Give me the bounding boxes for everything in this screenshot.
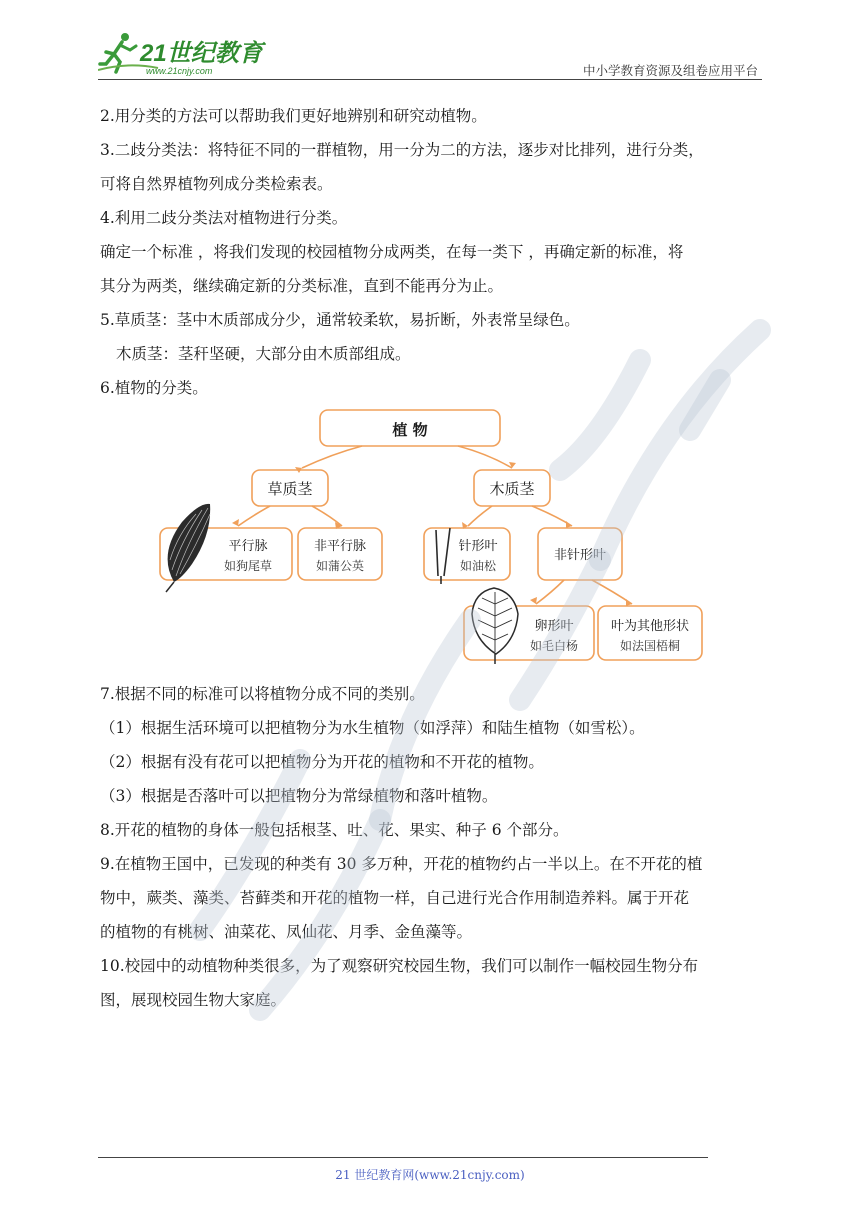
paragraph: （3）根据是否落叶可以把植物分为常绿植物和落叶植物。 bbox=[100, 787, 498, 805]
paragraph: 图，展现校园生物大家庭。 bbox=[100, 991, 287, 1009]
ovate-example: 如毛白杨 bbox=[529, 639, 579, 653]
other-example: 如法国梧桐 bbox=[619, 639, 681, 653]
paragraph: 5.草质茎：茎中木质部成分少，通常较柔软，易折断，外表常呈绿色。 bbox=[100, 311, 580, 329]
paragraph: 木质茎：茎秆坚硬，大部分由木质部组成。 bbox=[116, 345, 411, 363]
parallel-label: 平行脉 bbox=[228, 539, 268, 554]
header-divider bbox=[98, 79, 762, 80]
logo-url-text: www.21cnjy.com bbox=[146, 66, 213, 76]
other-label: 叶为其他形状 bbox=[610, 619, 690, 634]
paragraph: 6.植物的分类。 bbox=[100, 379, 208, 397]
nonparallel-example: 如蒲公英 bbox=[315, 559, 365, 573]
site-logo bbox=[98, 28, 268, 78]
paragraph: 7.根据不同的标准可以将植物分成不同的类别。 bbox=[100, 685, 425, 703]
paragraph: （1）根据生活环境可以把植物分为水生植物（如浮萍）和陆生植物（如雪松）。 bbox=[100, 719, 645, 737]
paragraph: 4.利用二歧分类法对植物进行分类。 bbox=[100, 209, 348, 227]
paragraph: 3.二歧分类法：将特征不同的一群植物，用一分为二的方法，逐步对比排列，进行分类， bbox=[100, 141, 704, 159]
needle-label: 针形叶 bbox=[458, 539, 498, 554]
paragraph: 其分为两类，继续确定新的分类标准，直到不能再分为止。 bbox=[100, 277, 504, 295]
logo-text: 21世纪教育 bbox=[140, 40, 263, 67]
nonparallel-label: 非平行脉 bbox=[313, 539, 367, 554]
page-header bbox=[98, 28, 762, 80]
paragraph: 的植物的有桃树、油菜花、凤仙花、月季、金鱼藻等。 bbox=[100, 923, 473, 941]
plant-classification-diagram bbox=[152, 404, 708, 666]
document-body bbox=[100, 99, 764, 405]
paragraph: 2.用分类的方法可以帮助我们更好地辨别和研究动植物。 bbox=[100, 107, 487, 125]
parallel-example: 如狗尾草 bbox=[223, 559, 273, 573]
footer-text: 21 世纪教育网(www.21cnjy.com) bbox=[335, 1168, 525, 1182]
paragraph: 8.开花的植物的身体一般包括根茎、吐、花、果实、种子 6 个部分。 bbox=[100, 821, 569, 839]
paragraph: 9.在植物王国中，已发现的种类有 30 多万种，开花的植物约占一半以上。在不开花的植 bbox=[100, 855, 703, 873]
needle-example: 如油松 bbox=[459, 559, 497, 573]
platform-name: 中小学教育资源及组卷应用平台 bbox=[582, 63, 758, 78]
needle-leaf-icon bbox=[436, 528, 450, 584]
paragraph: 确定一个标准 ，将我们发现的校园植物分成两类，在每一类下 ，再确定新的标准，将 bbox=[100, 243, 684, 261]
root-label: 植 物 bbox=[392, 421, 428, 439]
nonneedle-label: 非针形叶 bbox=[553, 548, 607, 563]
paragraph: 10.校园中的动植物种类很多，为了观察研究校园生物，我们可以制作一幅校园生物分布 bbox=[100, 957, 699, 975]
ovate-label: 卵形叶 bbox=[534, 619, 574, 634]
parallel-leaf-icon bbox=[166, 504, 210, 592]
paragraph: （2）根据有没有花可以把植物分为开花的植物和不开花的植物。 bbox=[100, 753, 544, 771]
paragraph: 物中，蕨类、藻类、苔藓类和开花的植物一样，自己进行光合作用制造养料。属于开花 bbox=[100, 889, 690, 907]
ovate-leaf-icon bbox=[472, 588, 518, 664]
herb-label: 草质茎 bbox=[267, 480, 313, 498]
footer-divider bbox=[98, 1157, 708, 1158]
wood-label: 木质茎 bbox=[489, 480, 535, 498]
document-body-continued bbox=[100, 677, 764, 1017]
paragraph: 可将自然界植物列成分类检索表。 bbox=[100, 175, 333, 193]
